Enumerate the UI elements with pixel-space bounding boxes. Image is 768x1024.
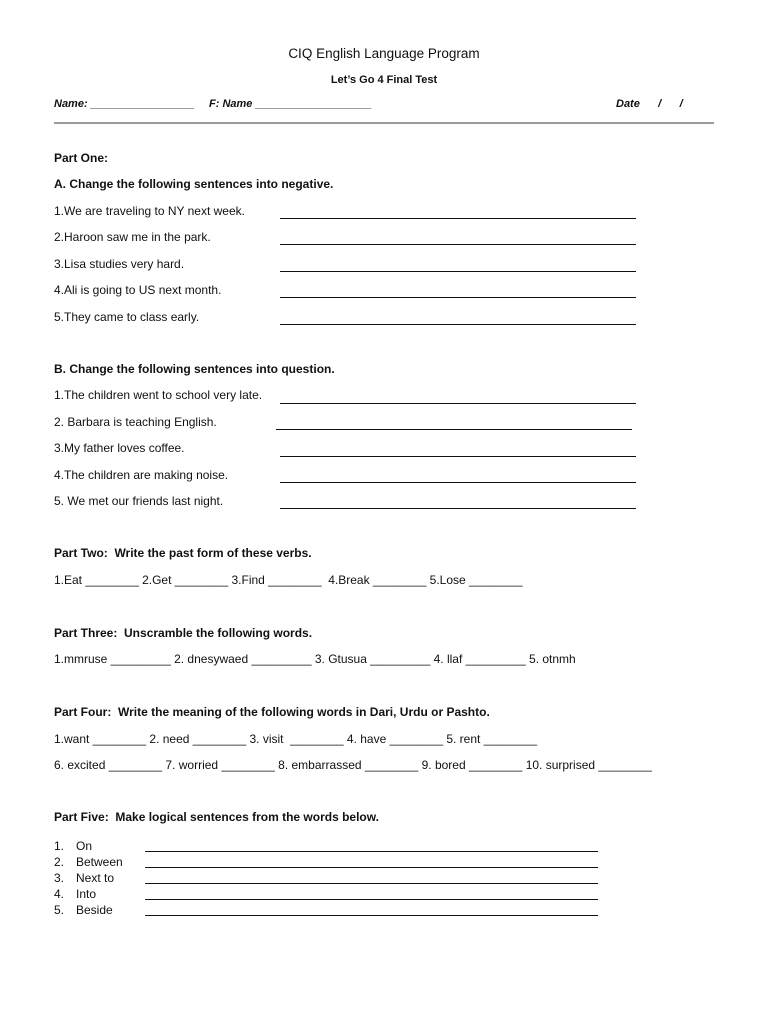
part-three-words: 1.mmruse _________ 2. dnesywaed _________ 3. Gtusua _________ 4. llaf _________ 5. otnmh <box>54 652 576 666</box>
answer-line <box>280 271 636 272</box>
part-one-b-item: 4.The children are making noise. <box>54 468 229 482</box>
part-one-a-item: 2.Haroon saw me in the park. <box>54 230 211 244</box>
part-one-b-item: 5. We met our friends last night. <box>54 494 224 508</box>
answer-line <box>145 851 598 852</box>
part-one-a-item: 4.Ali is going to US next month. <box>54 283 222 297</box>
list-word: Beside <box>76 903 113 917</box>
program-title: CIQ English Language Program <box>288 46 480 61</box>
date-field: Date / / <box>616 98 683 110</box>
list-word: Into <box>76 887 97 901</box>
answer-line <box>145 915 598 916</box>
answer-line <box>276 429 632 430</box>
list-number: 5. <box>54 903 65 917</box>
part-one-a-heading: A. Change the following sentences into negative. <box>54 177 334 191</box>
answer-line <box>280 508 636 509</box>
answer-line <box>280 218 636 219</box>
part-one-b-item: 3.My father loves coffee. <box>54 441 185 455</box>
answer-line <box>280 324 636 325</box>
list-item <box>54 902 123 918</box>
part-one-heading: Part One: <box>54 151 109 165</box>
list-item <box>54 854 123 870</box>
list-number: 3. <box>54 871 65 885</box>
part-one-a-item: 3.Lisa studies very hard. <box>54 257 185 271</box>
list-item <box>54 886 123 902</box>
answer-line <box>280 482 636 483</box>
list-number: 2. <box>54 855 65 869</box>
part-three-heading: Part Three: Unscramble the following words. <box>54 626 313 640</box>
part-one-b-item: 1.The children went to school very late. <box>54 388 263 402</box>
part-four-words-line-2: 6. excited ________ 7. worried ________ 8. embarrassed ________ 9. bored ________ 10. surprised ________ <box>54 758 652 772</box>
part-one-a-item: 1.We are traveling to NY next week. <box>54 204 245 218</box>
list-item <box>54 838 123 854</box>
part-four-heading: Part Four: Write the meaning of the following words in Dari, Urdu or Pashto. <box>54 705 490 719</box>
answer-line <box>280 297 636 298</box>
name-field: Name: _________________ <box>54 98 195 110</box>
part-five-heading: Part Five: Make logical sentences from the words below. <box>54 810 379 824</box>
header-divider <box>54 122 714 124</box>
list-number: 4. <box>54 887 65 901</box>
list-word: On <box>76 839 93 853</box>
father-name-field: F: Name ___________________ <box>209 98 372 110</box>
part-five-list <box>54 838 123 918</box>
part-two-heading: Part Two: Write the past form of these verbs. <box>54 546 312 560</box>
part-one-a-item: 5.They came to class early. <box>54 310 200 324</box>
part-two-verbs: 1.Eat ________ 2.Get ________ 3.Find ________ 4.Break ________ 5.Lose ________ <box>54 573 523 587</box>
list-word: Next to <box>76 871 115 885</box>
part-one-b-heading: B. Change the following sentences into question. <box>54 362 335 376</box>
answer-line <box>145 883 598 884</box>
answer-line <box>280 456 636 457</box>
list-word: Between <box>76 855 123 869</box>
answer-line <box>280 403 636 404</box>
test-subtitle: Let’s Go 4 Final Test <box>330 74 438 86</box>
answer-line <box>145 867 598 868</box>
answer-line <box>280 244 636 245</box>
list-number: 1. <box>54 839 65 853</box>
part-four-words-line-1: 1.want ________ 2. need ________ 3. visit ________ 4. have ________ 5. rent ________ <box>54 732 538 746</box>
list-item <box>54 870 123 886</box>
answer-line <box>145 899 598 900</box>
part-one-b-item: 2. Barbara is teaching English. <box>54 415 217 429</box>
